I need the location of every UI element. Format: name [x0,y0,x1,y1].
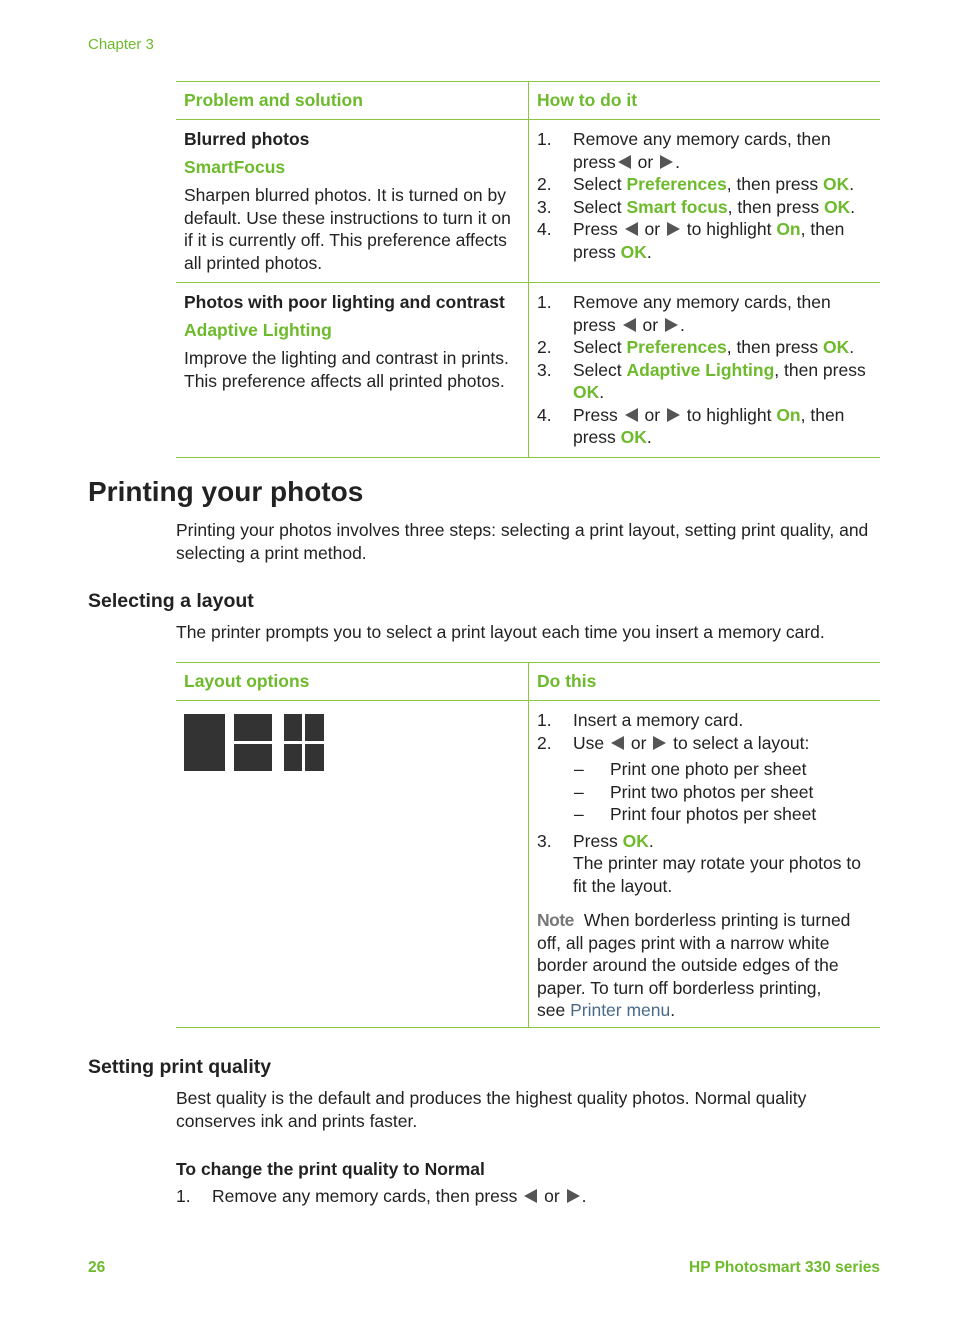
step-item: 4. Press or to highlight On, then press OK. [537,404,845,447]
step-item: 3. Press OK. The printer may rotate your photos to fit the layout. [537,830,861,896]
left-arrow-icon [625,222,638,236]
problem-cell [176,283,529,458]
step-item: 1. Remove any memory cards, then press or . [537,292,831,335]
step-item: 3. Select Smart focus, then press OK. [537,196,856,217]
do-this-cell [529,701,881,1028]
quality-steps-list [176,1185,880,1208]
page-number: 26 [88,1259,106,1276]
layout-options-list [573,758,872,826]
steps-cell [529,283,881,458]
steps-list [537,128,872,263]
section-intro: Printing your photos involves three steps: selecting a print layout, setting print quality, and selecting a print method. [176,520,869,563]
step-item: 2. Select Preferences, then press OK. [537,337,855,357]
layout-intro: The printer prompts you to select a print layout each time you insert a memory card. [176,622,825,642]
left-arrow-icon [618,155,631,169]
two-photo-layout-icon [234,714,274,771]
right-arrow-icon [567,1189,580,1203]
right-arrow-icon [667,222,680,236]
right-arrow-icon [665,318,678,332]
right-arrow-icon [653,736,666,750]
list-item: – Print four photos per sheet [574,804,817,824]
quality-intro: Best quality is the default and produces the highest quality photos. Normal quality conserves ink and prints faster. [176,1088,807,1131]
layout-icons [184,709,520,771]
four-photo-layout-icon [284,714,324,771]
step-item: 2. Use or to select a layout: [537,732,810,753]
steps-list [537,291,872,449]
table-header-row [176,82,880,120]
printer-menu-link[interactable]: Printer menu [570,1000,671,1020]
quality-procedure-heading: To change the print quality to Normal [176,1159,485,1179]
step-item: 2. Select Preferences, then press OK. [537,174,855,194]
one-photo-layout-icon [184,714,224,771]
note-label: Note [537,910,574,930]
steps-cell [529,120,881,283]
list-item: – Print two photos per sheet [574,781,814,802]
feature-name: SmartFocus [184,156,286,177]
right-arrow-icon [660,155,673,169]
note: Note When borderless printing is turned off, all pages print with a narrow white border around the outside edges of the paper. To turn off borderless printing, see Printer menu. [537,910,851,1020]
layout-options-table [176,662,880,1028]
column-header-how: How to do it [529,82,881,120]
right-arrow-icon [667,408,680,422]
step-item: 3. Select Adaptive Lighting, then press OK. [537,359,866,402]
problem-title: Blurred photos [184,129,310,149]
left-arrow-icon [611,736,624,750]
layout-heading: Selecting a layout [88,590,254,612]
problem-description: Sharpen blurred photos. It is turned on by default. Use these instructions to turn it on if it is currently off. This preference affects all printed photos. [184,185,511,273]
problem-title: Photos with poor lighting and contrast [184,292,505,312]
table-header-row [176,663,880,701]
column-header-do-this: Do this [529,663,881,701]
steps-list [537,830,872,898]
section-title: Printing your photos [88,476,364,507]
left-arrow-icon [625,408,638,422]
problem-cell [176,120,529,283]
chapter-header: Chapter 3 [88,36,154,53]
list-item: – Print one photo per sheet [574,759,807,779]
layout-icons-cell [176,701,529,1028]
column-header-problem: Problem and solution [176,82,529,120]
footer-title: HP Photosmart 330 series [689,1259,880,1276]
step-item: 1. Remove any memory cards, then press or . [176,1186,587,1206]
table-row [176,283,880,458]
problem-description: Improve the lighting and contrast in prints. This preference affects all printed photos. [184,348,509,391]
step-item: 1. Remove any memory cards, then press or . [537,129,831,172]
quality-heading: Setting print quality [88,1056,272,1078]
steps-list [537,709,872,754]
problem-solution-table [176,81,880,458]
feature-name: Adaptive Lighting [184,319,332,340]
column-header-layout-options: Layout options [176,663,529,701]
left-arrow-icon [623,318,636,332]
left-arrow-icon [524,1189,537,1203]
step-item: 1. Insert a memory card. [537,710,744,730]
table-row [176,701,880,1028]
table-row [176,120,880,283]
step-item: 4. Press or to highlight On, then press OK. [537,219,845,262]
